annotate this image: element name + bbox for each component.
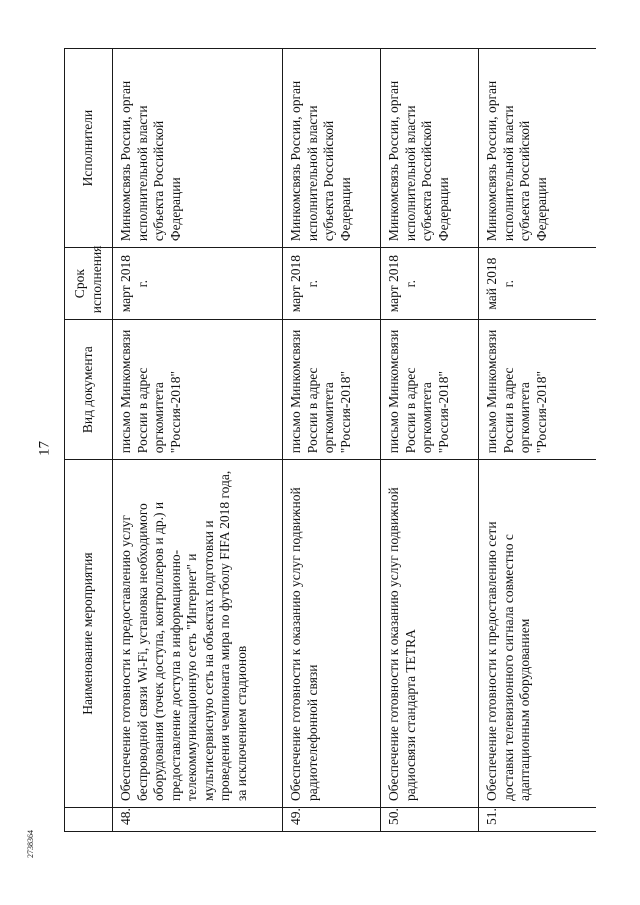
row-event-name: Обеспечение готовности к оказанию услуг подвижной радиосвязи стандарта TETRA [381,460,479,808]
rotated-table-frame [64,48,596,832]
page-number: 17 [36,441,53,456]
row-term: март 2018 г. [283,248,381,320]
row-executors: Минкомсвязь России, орган исполнительной власти субъекта Российской Федерации [283,49,381,248]
row-document-type: письмо Минкомсвязи России в адрес оргкомитета "Россия-2018" [113,320,283,460]
row-executors: Минкомсвязь России, орган исполнительной власти субъекта Российской Федерации [479,49,597,248]
row-term: март 2018 г. [113,248,283,320]
row-term: май 2018 г. [479,248,597,320]
table-container [64,48,596,832]
row-document-type: письмо Минкомсвязи России в адрес оргкомитета "Россия-2018" [479,320,597,460]
row-executors: Минкомсвязь России, орган исполнительной власти субъекта Российской Федерации [113,49,283,248]
row-event-name: Обеспечение готовности к предоставлению услуг беспроводной связи Wi-Fi, установка необходимого оборудования (точек доступа, контроллеров и др.) и предоставление доступа в информационно-телекоммуникационную сеть "Интернет" и мультисервисную сеть на объектах подготовки и проведения чемпионата мира по футболу FIFA 2018 года, за исключением стадионов [113,460,283,808]
row-number: 50. [381,807,479,831]
header-name: Наименование мероприятия [65,460,113,808]
row-number: 49. [283,807,381,831]
header-executors: Исполнители [65,49,113,248]
header-term: Срок исполнения [65,248,113,320]
table-row [479,49,597,832]
row-document-type: письмо Минкомсвязи России в адрес оргкомитета "Россия-2018" [381,320,479,460]
row-number: 48. [113,807,283,831]
table-row [283,49,381,832]
table-row [381,49,479,832]
row-event-name: Обеспечение готовности к оказанию услуг подвижной радиотелефонной связи [283,460,381,808]
row-number: 51. [479,807,597,831]
row-event-name: Обеспечение готовности к предоставлению сети доставки телевизионного сигнала совместно с адаптационным оборудованием [479,460,597,808]
header-document: Вид документа [65,320,113,460]
row-term: март 2018 г. [381,248,479,320]
row-document-type: письмо Минкомсвязи России в адрес оргкомитета "Россия-2018" [283,320,381,460]
header-number [65,807,113,831]
events-table [64,48,596,832]
document-reference: 2738364 [26,830,35,858]
table-header-row [65,49,113,832]
row-executors: Минкомсвязь России, орган исполнительной власти субъекта Российской Федерации [381,49,479,248]
table-row [113,49,283,832]
